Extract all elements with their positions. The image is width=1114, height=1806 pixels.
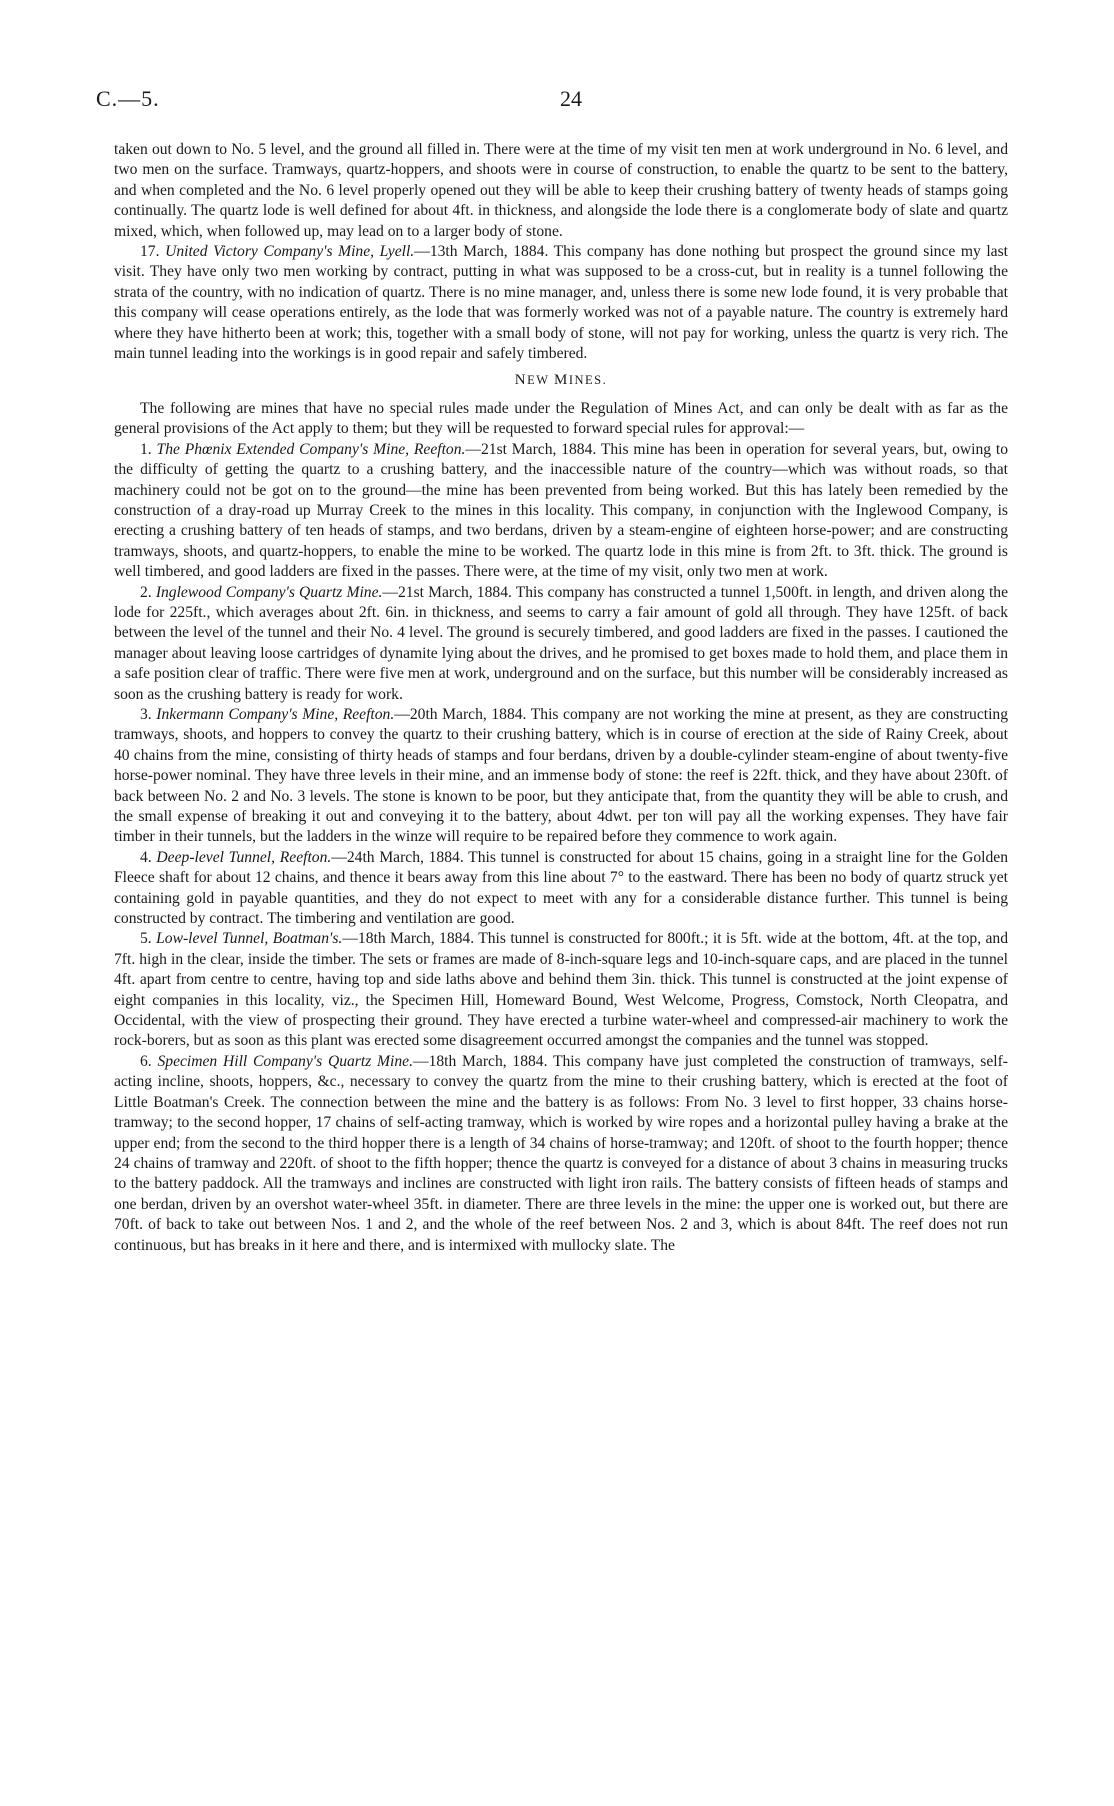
mine-name: Inglewood Company's Quartz Mine. [155, 583, 383, 601]
mine-name: Specimen Hill Company's Quartz Mine. [157, 1052, 413, 1070]
paragraph-n6 [114, 1052, 1008, 1256]
paragraph-text: 2. [140, 583, 156, 601]
paragraph-intro [114, 399, 1008, 440]
paragraph-n1 [114, 440, 1008, 583]
paragraph-text: The following are mines that have no special rules made under the Regulation of Mines Act, and can only be dealt with as far as the general provisions of the Act apply to them; but they will be requested to forward special rules for approval:— [114, 399, 1008, 438]
paragraph-text: 3. [140, 705, 157, 723]
paragraph-p0 [114, 140, 1008, 242]
paragraph-n2 [114, 583, 1008, 705]
paragraph-p17 [114, 242, 1008, 364]
mine-name: Inkermann Company's Mine, Reefton. [156, 705, 395, 723]
paragraph-text: —21st March, 1884. This mine has been in operation for several years, but, owing to the difficulty of getting the quartz to a crushing battery, and the inaccessible nature of the country—which was without roads, so that machinery could not be got on to the ground—the mine has been prevented from being worked. But this has lately been remedied by the construction of a dray-road up Murray Creek to the mines in this locality. This company, in conjunction with the Inglewood Company, is erecting a crushing battery of ten heads of stamps, and two berdans, driven by a steam-engine of eighteen horse-power; and are constructing tramways, shoots, and quartz-hoppers, to enable the mine to be worked. The quartz lode in this mine is from 2ft. to 3ft. thick. The ground is well timbered, and good ladders are fixed in the passes. There were, at the time of my visit, only two men at work. [114, 440, 1008, 581]
paragraph-text: —18th March, 1884. This tunnel is constructed for 800ft.; it is 5ft. wide at the bottom, 4ft. at the top, and 7ft. high in the clear, inside the timber. The sets or frames are made of 8-inch-square legs and 10-inch-square caps, and are placed in the tunnel 4ft. apart from centre to centre, having top and side laths above and behind them 3in. thick. This tunnel is constructed at the joint expense of eight companies in this locality, viz., the Specimen Hill, Homeward Bound, West Welcome, Progress, Comstock, North Cleopatra, and Occidental, with the view of prospecting their ground. They have erected a turbine water-wheel and compressed-air machinery to work the rock-borers, but as soon as this plant was erected some disagreement occurred amongst the companies and the tunnel was stopped. [114, 930, 1008, 1050]
page-number: 24 [560, 86, 582, 111]
mine-name: Low-level Tunnel, Boatman's. [156, 930, 343, 948]
document-reference: C.—5. [96, 86, 160, 111]
paragraph-text: 5. [140, 930, 157, 948]
paragraph-text: taken out down to No. 5 level, and the ground all filled in. There were at the time of my visit ten men at work underground in No. 6 level, and two men on the surface. Tramways, quartz-hoppers, and shoots were in course of construction, to enable the quartz to be sent to the battery, and when completed and the No. 6 level properly opened out they will be able to keep their crushing battery of twenty heads of stamps going continually. The quartz lode is well defined for about 4ft. in thickness, and alongside the lode there is a conglomerate body of slate and quartz mixed, which, when followed up, may lead on to a larger body of stone. [114, 141, 1008, 240]
mine-name: Deep-level Tunnel, Reefton. [156, 848, 332, 866]
paragraph-text: —13th March, 1884. This company has done nothing but prospect the ground since my last visit. They have only two men working by contract, putting in what was supposed to be a cross-cut, but in reality is a tunnel following the strata of the country, with no indication of quartz. There is no mine manager, and, unless there is some new lode found, it is very probable that this company will cease operations entirely, as the lode that was formerly worked was not of a payable nature. The country is extremely hard where they have hitherto been at work; this, together with a small body of stone, will not pay for working, unless the quartz is very rich. The main tunnel leading into the workings is in good repair and safely timbered. [114, 243, 1009, 363]
paragraph-text: 4. [140, 848, 157, 866]
paragraph-text: 17. [140, 243, 166, 261]
paragraph-text: —20th March, 1884. This company are not working the mine at present, as they are constructing tramways, shoots, and hoppers to convey the quartz to their crushing battery, which is in course of erection at the side of Rainy Creek, about 40 chains from the mine, consisting of thirty heads of stamps and four berdans, driven by a double-cylinder steam-engine of about twenty-five horse-power nominal. They have three levels in their mine, and an immense body of stone: the reef is 22ft. thick, and they have about 230ft. of back between No. 2 and No. 3 levels. The stone is known to be poor, but they anticipate that, from the quantity they will be able to crush, and the small expense of breaking it out and conveying it to the battery, about 4dwt. per ton will pay all the working expenses. They have fair timber in their tunnels, but the ladders in the winze will require to be repaired before they commence to work again. [114, 705, 1009, 846]
mine-name: The Phœnix Extended Company's Mine, Reefton. [156, 440, 466, 458]
paragraph-text: —24th March, 1884. This tunnel is constructed for about 15 chains, going in a straight line for the Golden Fleece shaft for about 12 chains, and thence it bears away from this line about 7° to the eastward. There has been no body of quartz struck yet containing gold in payable quantities, and they do not expect to meet with any for a considerable distance further. This tunnel is being constructed by contract. The timbering and ventilation are good. [114, 848, 1009, 928]
paragraph-text: 1. [140, 440, 157, 458]
paragraph-text: 6. [140, 1052, 158, 1070]
paragraph-text: —18th March, 1884. This company have just completed the construction of tramways, self-acting incline, shoots, hoppers, &c., necessary to convey the quartz from the mine to their crushing battery, which is erected at the foot of Little Boatman's Creek. The connection between the mine and the battery is as follows: From No. 3 level to first hopper, 33 chains horse-tramway; to the second hopper, 17 chains of self-acting tramway, which is worked by wire ropes and a horizontal pulley having a brake at the upper end; from the second to the third hopper there is a length of 34 chains of horse-tramway; and 120ft. of shoot to the fourth hopper; thence 24 chains of tramway and 220ft. of shoot to the fifth hopper; thence the quartz is conveyed for a distance of about 3 chains in measuring trucks to the battery paddock. All the tramways and inclines are constructed with light iron rails. The battery consists of fifteen heads of stamps and one berdan, driven by an overshot water-wheel 35ft. in diameter. There are three levels in the mine: the upper one is worked out, but there are 70ft. of back to take out between Nos. 1 and 2, and the whole of the reef between Nos. 2 and 3, which is about 84ft. The reef does not run continuous, but has breaks in it here and there, and is intermixed with mullocky slate. The [114, 1052, 1008, 1254]
section-heading: NEW MINES. [514, 372, 608, 389]
paragraph-n4 [114, 848, 1008, 930]
paragraph-n3 [114, 705, 1008, 848]
paragraph-n5 [114, 929, 1008, 1051]
document-body [114, 140, 1008, 1256]
page-header [96, 86, 1018, 118]
paragraph-text: —21st March, 1884. This company has constructed a tunnel 1,500ft. in length, and driven along the lode for 225ft., which averages about 2ft. 6in. in thickness, and seems to carry a fair amount of gold all through. They have 125ft. of back between the level of the tunnel and their No. 4 level. The ground is securely timbered, and good ladders are fixed in the passes. I cautioned the manager about leaving loose cartridges of dynamite lying about the drives, and he promised to get boxes made to hold them, and place them in a safe position clear of traffic. There were five men at work, underground and on the surface, but this number will be considerably increased as soon as the crushing battery is ready for work. [114, 583, 1008, 703]
mine-name: United Victory Company's Mine, Lyell. [165, 243, 415, 261]
